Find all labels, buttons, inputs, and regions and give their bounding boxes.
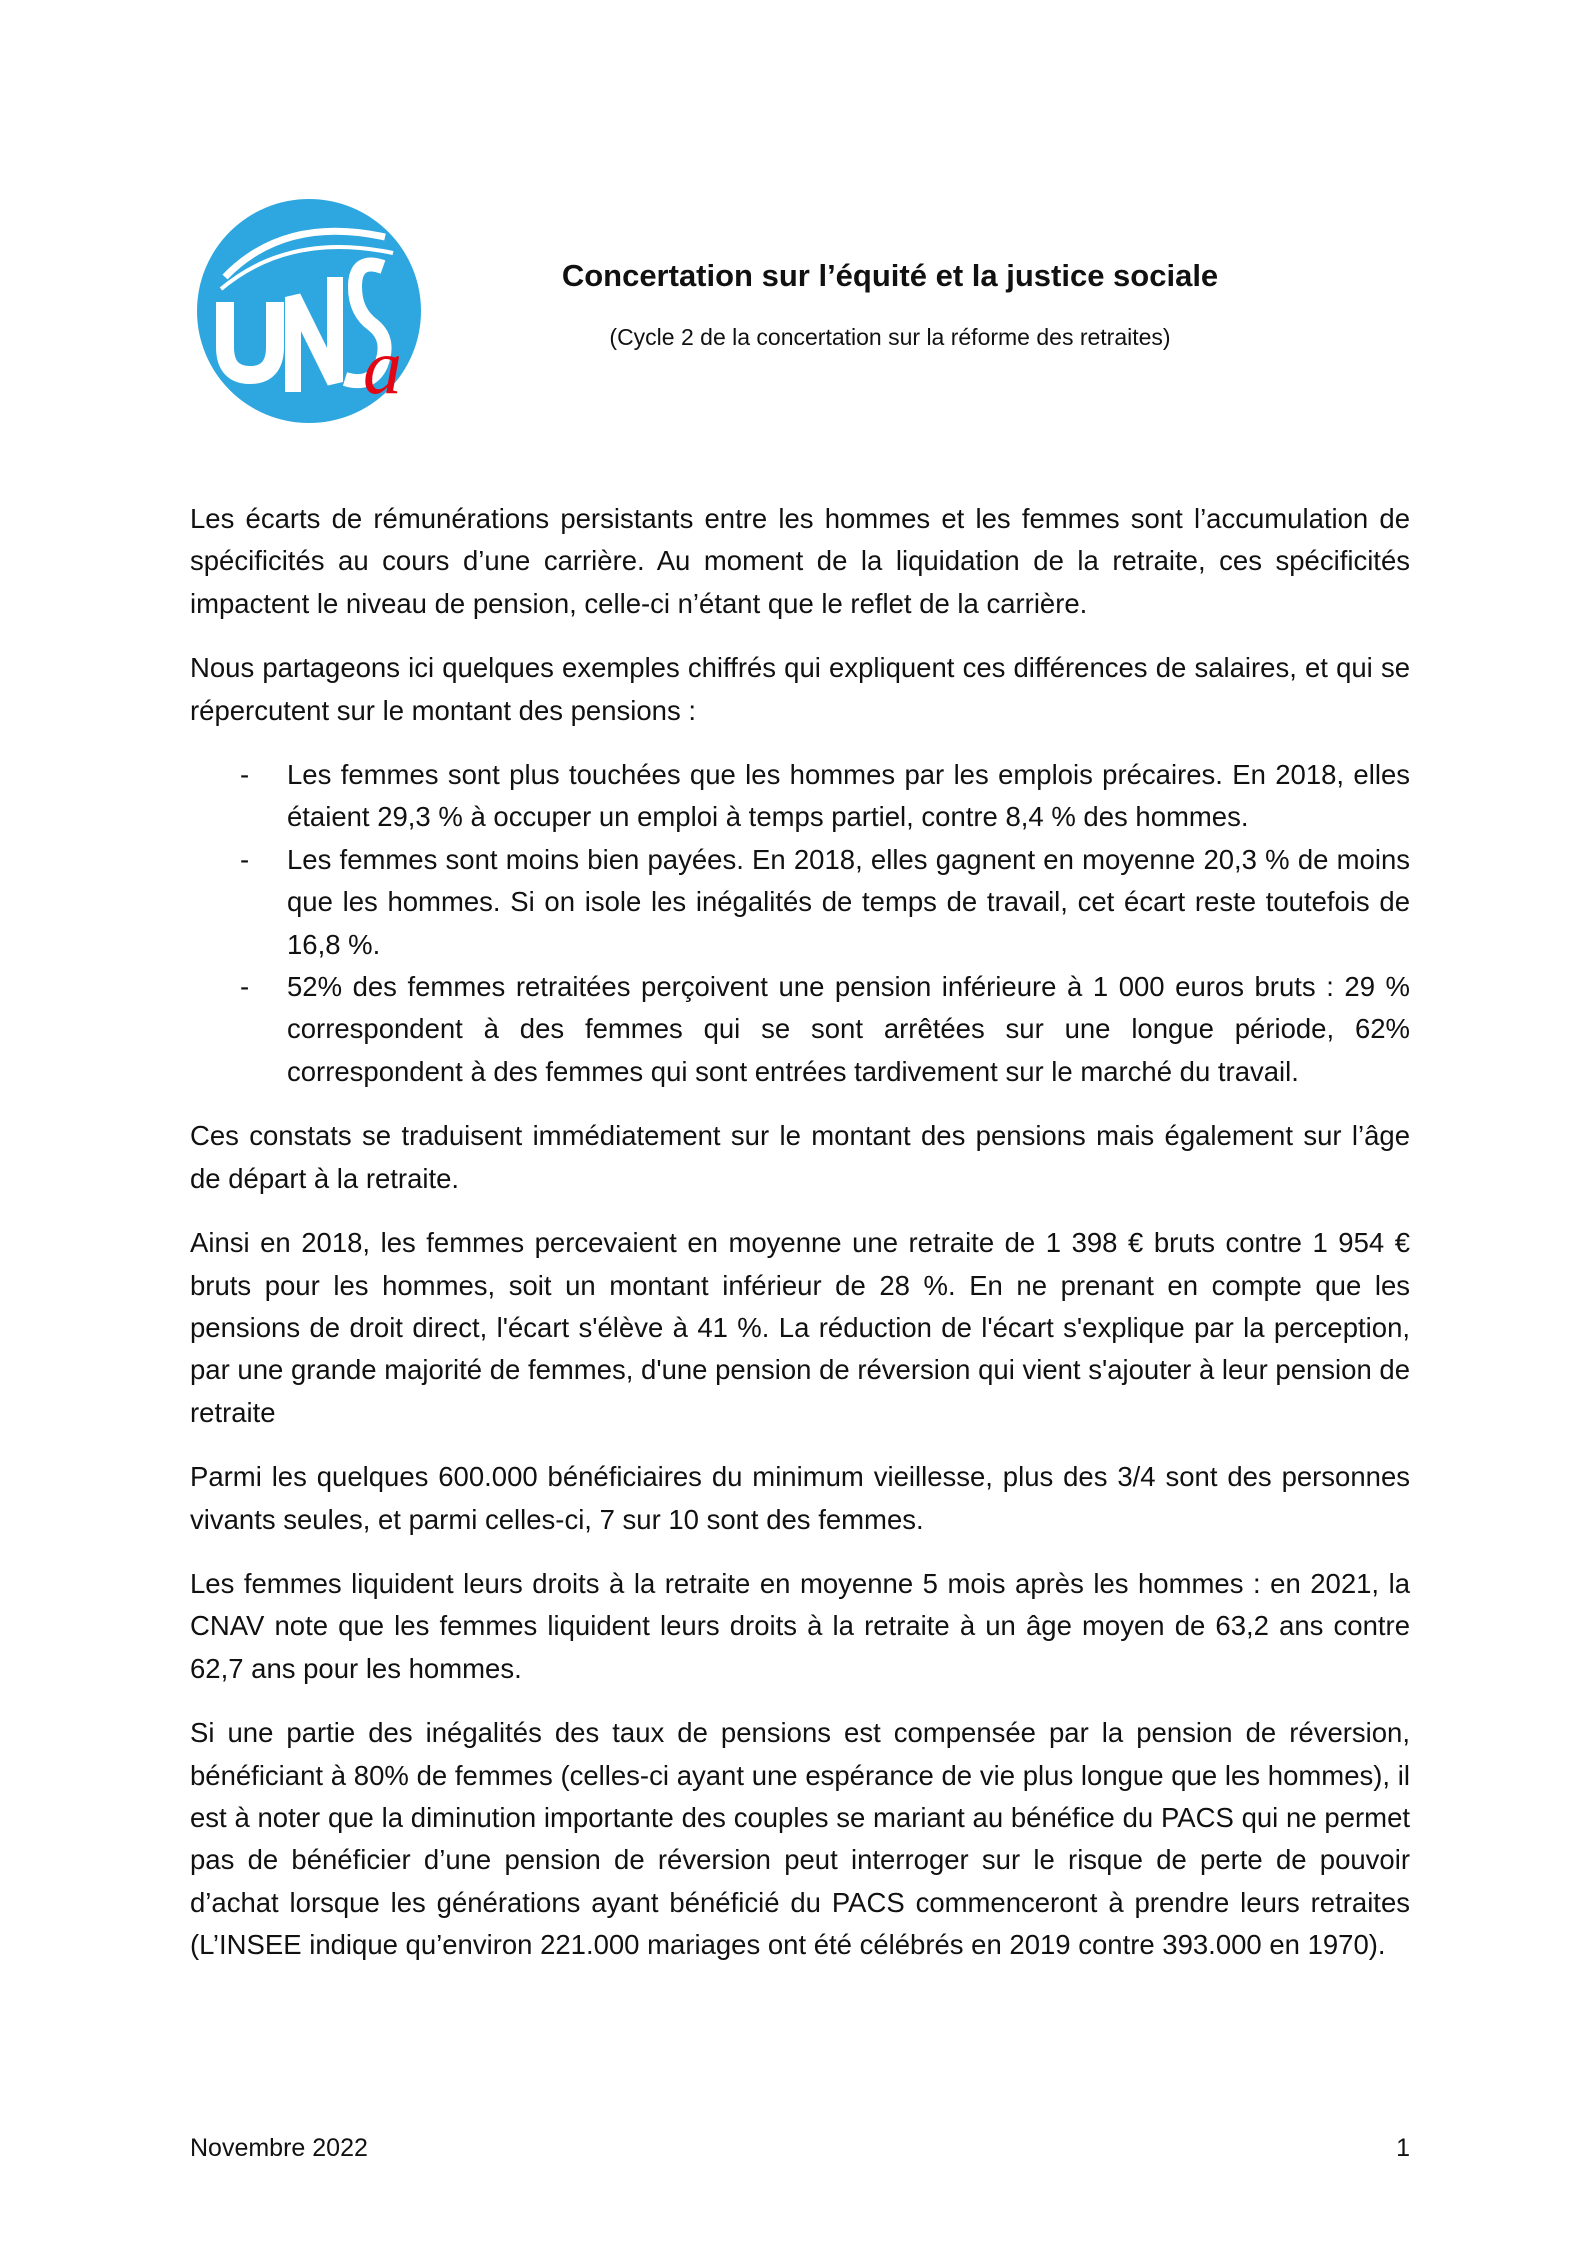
paragraph-examples-intro: Nous partageons ici quelques exemples chiffrés qui expliquent ces différences de salaires, et qui se répercutent sur le montant des pensions : xyxy=(190,652,1410,726)
document-title: Concertation sur l’équité et la justice sociale xyxy=(561,258,1219,293)
bullet-item xyxy=(190,754,1410,839)
unsa-logo xyxy=(195,197,423,425)
page-number: 1 xyxy=(1396,2134,1410,2162)
unsa-logo-graphic xyxy=(195,197,423,425)
footer-date: Novembre 2022 xyxy=(190,2134,368,2162)
bullet-item xyxy=(190,839,1410,966)
bullet-text: Les femmes sont moins bien payées. En 2018, elles gagnent en moyenne 20,3 % de moins que les hommes. Si on isole les inégalités de temps de travail, cet écart reste toutefois de 16,8 %. xyxy=(287,843,1410,960)
bullet-text: 52% des femmes retraitées perçoivent une pension inférieure à 1 000 euros bruts : 29 % correspondent à des femmes qui se sont arrêtées sur une longue période, 62% correspondent à des femmes qui sont entrées tardivement sur le marché du travail. xyxy=(287,971,1410,1087)
bullet-item xyxy=(190,966,1410,1093)
paragraph-consequences: Ces constats se traduisent immédiatement sur le montant des pensions mais également sur l’âge de départ à la retraite. xyxy=(190,1120,1410,1194)
document-subtitle: (Cycle 2 de la concertation sur la réforme des retraites) xyxy=(609,324,1171,350)
bullet-text: Les femmes sont plus touchées que les hommes par les emplois précaires. En 2018, elles étaient 29,3 % à occuper un emploi à temps partiel, contre 8,4 % des hommes. xyxy=(287,759,1410,833)
paragraph-pension-gap: Ainsi en 2018, les femmes percevaient en moyenne une retraite de 1 398 € bruts contre 1 954 € bruts pour les hommes, soit un montant inférieur de 28 %. En ne prenant en compte que les pensions de droit direct, l'écart s'élève à 41 %. La réduction de l'écart s'explique par la perception, par une grande majorité de femmes, d'une pension de réversion qui vient s'ajouter à leur pension de retraite xyxy=(190,1227,1410,1428)
paragraph-minimum-vieillesse: Parmi les quelques 600.000 bénéficiaires du minimum vieillesse, plus des 3/4 sont des personnes vivants seules, et parmi celles-ci, 7 sur 10 sont des femmes. xyxy=(190,1461,1410,1535)
bullet-marker: - xyxy=(240,759,250,791)
bullet-marker: - xyxy=(240,843,250,875)
paragraph-retirement-age: Les femmes liquident leurs droits à la retraite en moyenne 5 mois après les hommes : en 2021, la CNAV note que les femmes liquident leurs droits à la retraite à un âge moyen de 63,2 ans contre 62,7 ans pour les hommes. xyxy=(190,1567,1410,1684)
bullet-marker: - xyxy=(240,971,250,1003)
paragraph-reversion-pacs: Si une partie des inégalités des taux de pensions est compensée par la pension de réversion, bénéficiant à 80% de femmes (celles-ci ayant une espérance de vie plus longue que les hommes), il est à noter que la diminution importante des couples se mariant au bénéfice du PACS qui ne permet pas de bénéficier d’une pension de réversion peut interroger sur le risque de perte de pouvoir d’achat lorsque les générations ayant bénéficié du PACS commenceront à prendre leurs retraites (L’INSEE indique qu’environ 221.000 mariages ont été célébrés en 2019 contre 393.000 en 1970). xyxy=(190,1717,1410,1961)
svg-text:a: a xyxy=(363,323,402,410)
document-body xyxy=(190,498,1410,1989)
bullet-list xyxy=(190,754,1410,1093)
paragraph-intro: Les écarts de rémunérations persistants entre les hommes et les femmes sont l’accumulation de spécificités au cours d’une carrière. Au moment de la liquidation de la retraite, ces spécificités impactent le niveau de pension, celle-ci n’étant que le reflet de la carrière. xyxy=(190,503,1410,619)
